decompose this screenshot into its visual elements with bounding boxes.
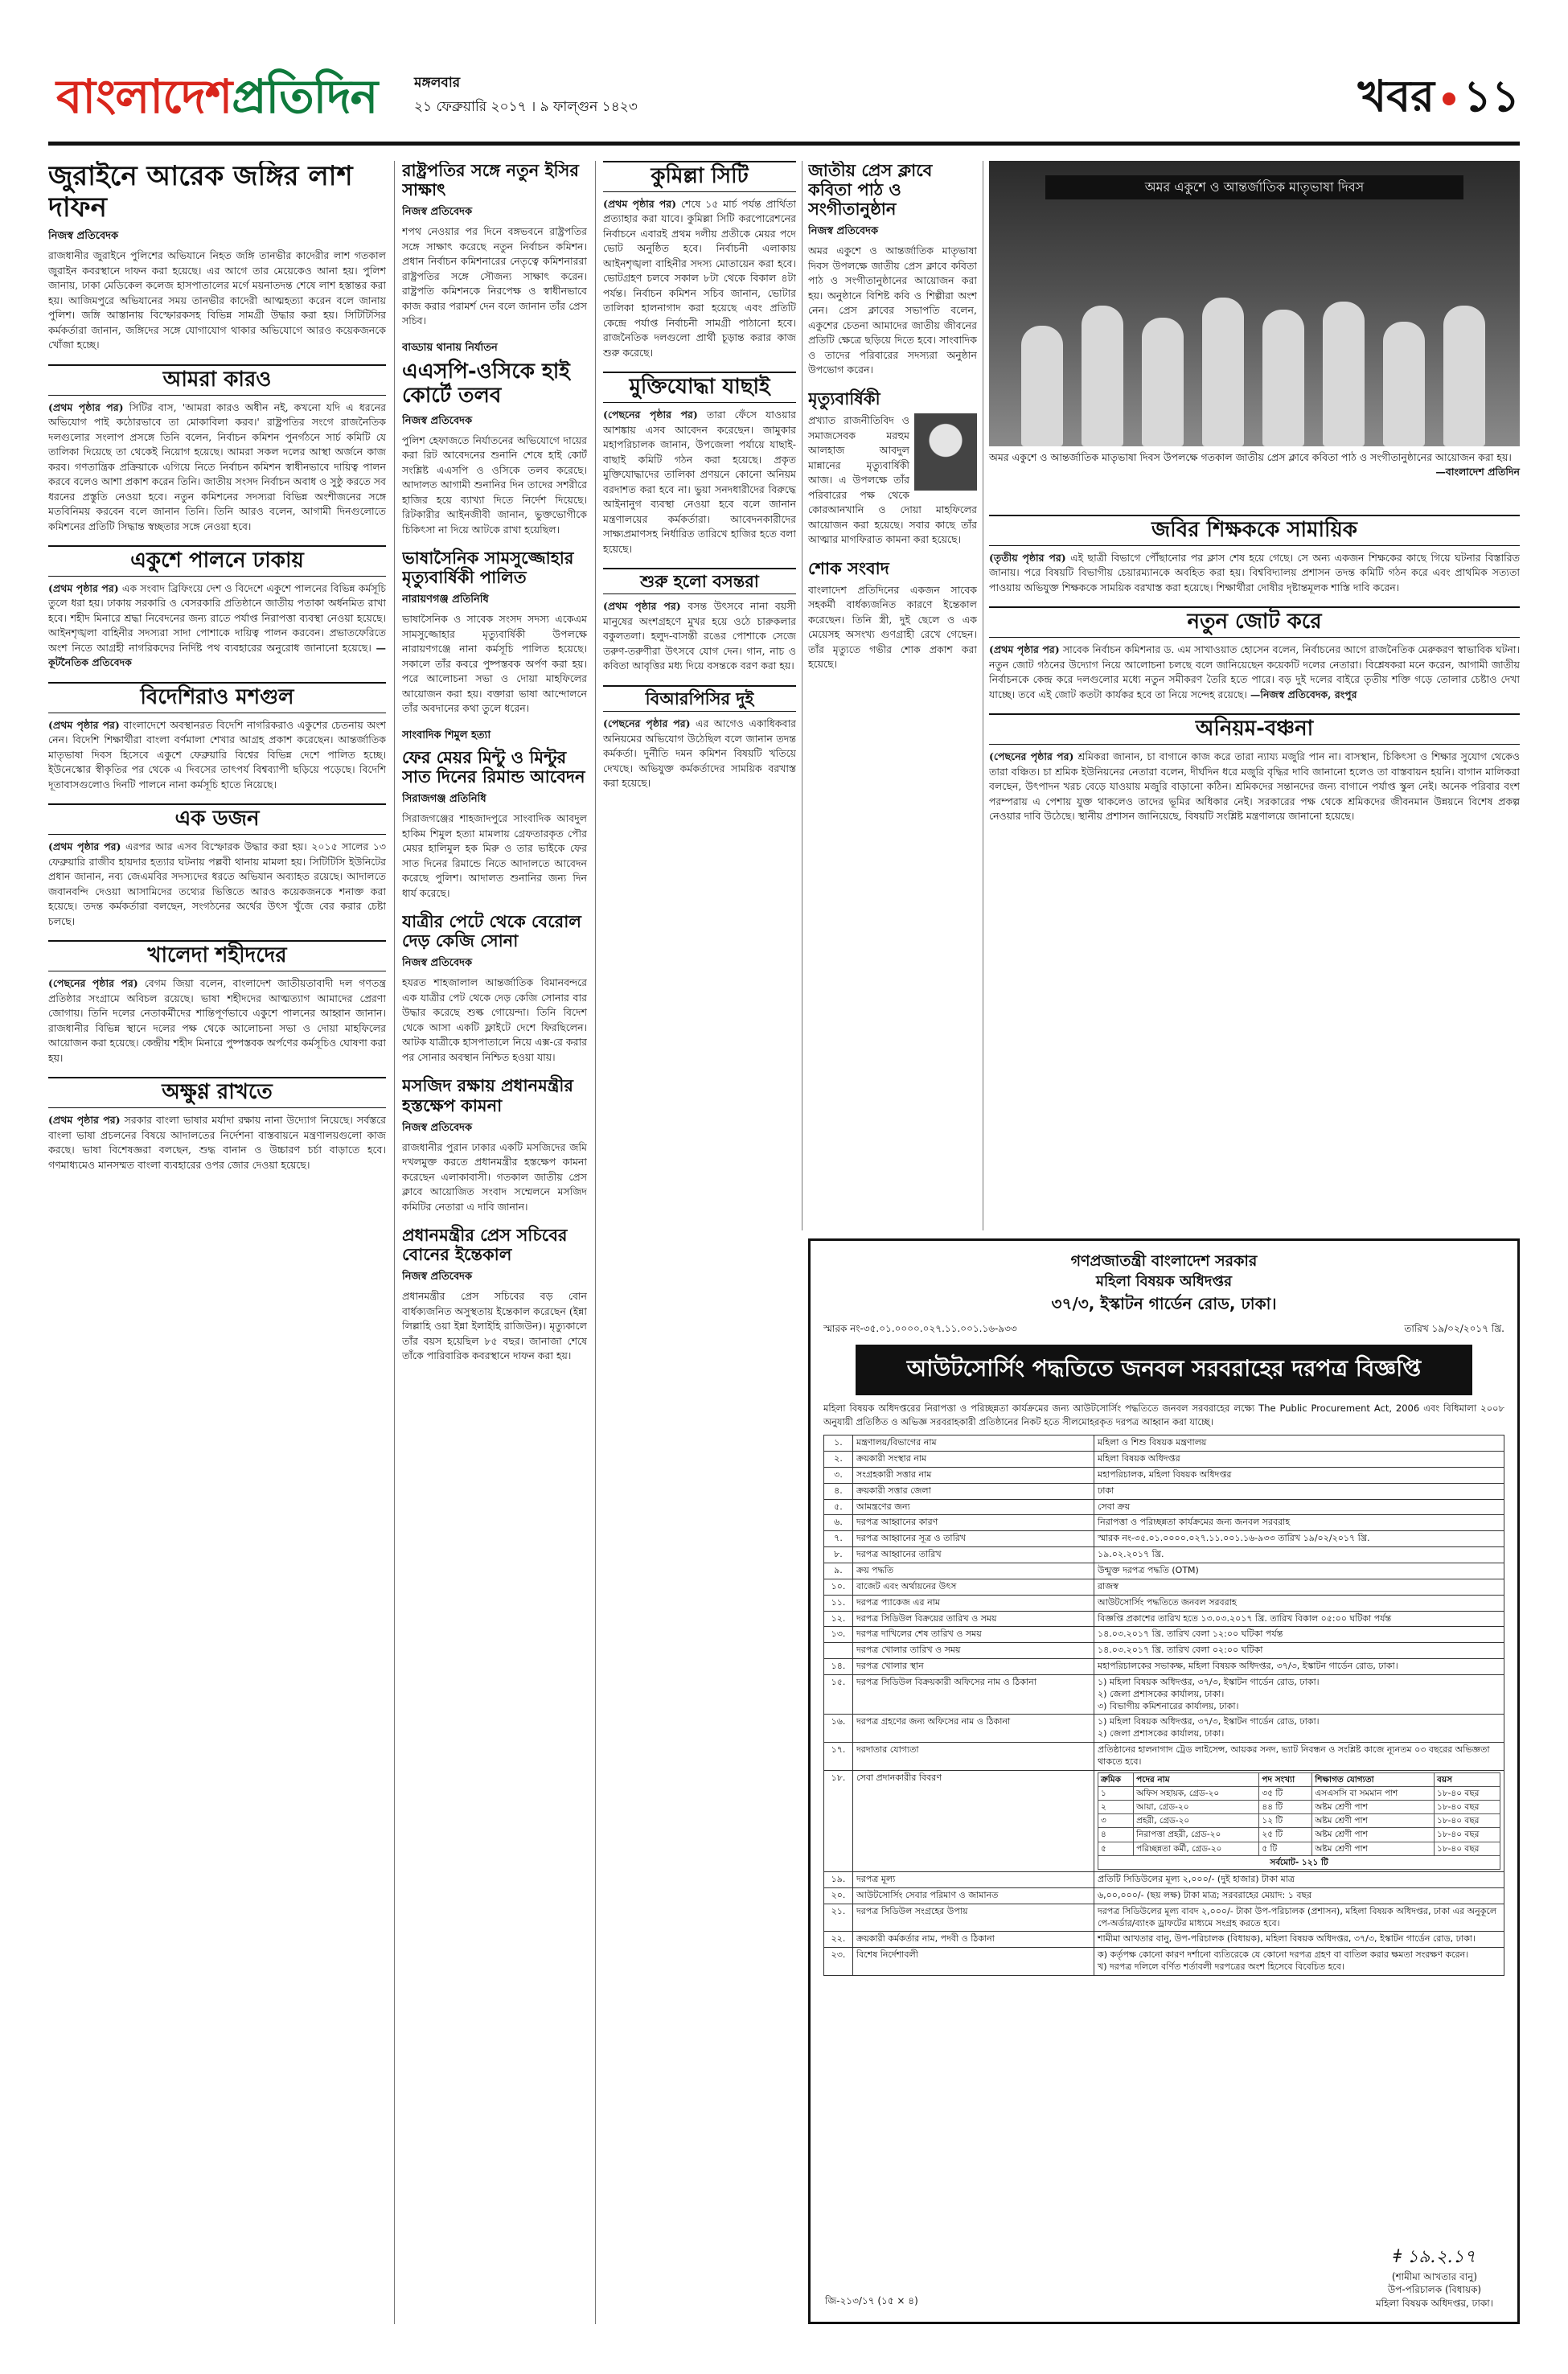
continuation-lead: (তৃতীয় পৃষ্ঠার পর) (989, 551, 1066, 564)
story-body: রাজধানীর জুরাইনে পুলিশের অভিযানে নিহত জঙ্গি তানভীর কাদেরীর লাশ গতকাল জুরাইন কবরস্থানে দাফন করা হয়েছে। এর আগে তার মেয়েকেও আনা হয়। পুলিশ জানায়, ঢাকা মেডিকেল কলেজ হাসপাতালের মর্গে ময়নাতদন্ত শেষে লাশ হস্তান্তর করা হয়। আজিমপুরে অভিযানের সময় তানভীর কাদেরী আত্মহত্যা করেন বলে জানায় পুলিশ। জঙ্গি আস্তানায় বিস্ফোরকসহ বিভিন্ন সামগ্রী উদ্ধার করা হয়। সিটিটিসির কর্মকর্তারা জানান, জঙ্গিদের সঙ্গে যোগাযোগ থাকার অভিযোগে আরও কয়েকজনকে খোঁজা হচ্ছে। (48, 249, 386, 351)
person-figure (1262, 310, 1304, 446)
story-body: এই ছাত্রী বিভাগে পৌঁছানোর পর ক্লাস শেষ হয়ে গেছে। সে অন্য একজন শিক্ষকের কাছে গিয়ে ঘটনার বিস্তারিত জানায়। পরে বিষয়টি বিভাগীয় চেয়ারম্যানকে অবহিত করা হয়। বিশ্ববিদ্যালয় প্রশাসন তদন্ত কমিটি গঠন করে এবং প্রাথমিক সত্যতা পাওয়ায় অভিযুক্ত শিক্ষককে সাময়িক বরখাস্ত করা হয়েছে। শিক্ষার্থীরা দোষীর দৃষ্টান্তমূলক শাস্তি দাবি করেন। (989, 551, 1520, 594)
row-value (1094, 1770, 1504, 1871)
row-label: ক্রয়কারী সংস্থার নাম (853, 1452, 1094, 1468)
posts-cell: ২ (1098, 1801, 1134, 1814)
signer-name: (শামীমা আখতার বানু) (1391, 2270, 1478, 2282)
story-ekushe-dhaka[interactable] (48, 545, 386, 671)
posts-cell: এসএসসি বা সমমান পাশ (1312, 1786, 1435, 1800)
table-row (824, 1743, 1504, 1771)
brand-part1: বাংলাদেশ (56, 69, 232, 124)
story-body: সাবেক নির্বাচন কমিশনার ড. এম সাখাওয়াত হোসেন বলেন, নির্বাচনের আগে রাজনৈতিক মেরুকরণ স্বাভাবিক ঘটনা। নতুন জোট গঠনের উদ্যোগ নিয়ে আলোচনা চলছে বলে জানিয়েছেন কয়েকটি দলের নেতারা। বিশ্লেষকরা মনে করেন, আগামী জাতীয় নির্বাচনকে কেন্দ্র করে দলগুলোর মধ্যে নতুন সমীকরণ তৈরি হতে পারে। বড় দুই দলের বাইরে তৃতীয় শক্তি গড়ে তোলার চেষ্টাও দেখা যাচ্ছে। তবে এই জোট কতটা কার্যকর হবে তা নিয়ে সন্দেহ রয়েছে। (989, 643, 1520, 700)
event-photo[interactable] (989, 161, 1520, 446)
headline: রাষ্ট্রপতির সঙ্গে নতুন ইসির সাক্ষাৎ (402, 161, 579, 200)
headline: ফের মেয়র মিন্টু ও মিন্টুর সাত দিনের রিমান্ড আবেদন (402, 747, 585, 787)
kicker: বাড্ডায় থানায় নির্যাতন (402, 341, 498, 354)
row-label: সংগ্রহকারী সত্তার নাম (853, 1467, 1094, 1483)
story-body: ভাষাসৈনিক ও সাবেক সংসদ সদস্য একেএম সামসুজ্জোহার মৃত্যুবার্ষিকী উপলক্ষে নারায়ণগঞ্জে নানা কর্মসূচি পালিত হয়েছে। সকালে তাঁর কবরে পুষ্পস্তবক অর্পণ করা হয়। পরে আলোচনা সভা ও দোয়া মাহফিলের আয়োজন করা হয়। বক্তারা ভাষা আন্দোলনে তাঁর অবদানের কথা তুলে ধরেন। (402, 613, 587, 715)
row-value: মহাপরিচালকের সভাকক্ষ, মহিলা বিষয়ক অধিদপ্তর, ৩৭/৩, ইস্কাটন গার্ডেন রোড, ঢাকা। (1094, 1659, 1504, 1675)
row-value: রাজস্ব (1094, 1579, 1504, 1595)
row-label: দরপত্র আহ্বানের কারণ (853, 1515, 1094, 1531)
posts-cell: ১৮-৪০ বছর (1435, 1842, 1500, 1855)
row-number: ১৯. (824, 1872, 853, 1888)
story-press-club[interactable] (808, 161, 977, 378)
table-row (824, 1499, 1504, 1515)
headline: শোক সংবাদ (808, 558, 889, 578)
column-3 (603, 161, 796, 1391)
section-label (1358, 64, 1520, 129)
headline: বিদেশিরাও মশগুল (48, 682, 386, 713)
continuation-lead: (পেছনের পৃষ্ঠার পর) (989, 750, 1074, 763)
row-value: নিরাপত্তা ও পরিচ্ছন্নতা কার্যক্রমের জন্য জনবল সরবরাহ (1094, 1515, 1504, 1531)
table-row (824, 1715, 1504, 1743)
row-value: শামীমা আখতার বানু, উপ-পরিচালক (বিধায়ক), মহিলা বিষয়ক অধিদপ্তর, ৩৭/৩, ইস্কাটন গার্ডেন রোড, ঢাকা। (1094, 1932, 1504, 1948)
table-row (824, 1904, 1504, 1932)
column-divider (595, 161, 596, 2324)
posts-row (1098, 1814, 1500, 1828)
table-row (824, 1547, 1504, 1563)
continuation-lead: (প্রথম পৃষ্ঠার পর) (48, 718, 120, 731)
handwritten-signature: ǂ ১৯.২.১৭ (1393, 2246, 1476, 2267)
story-amra-karo[interactable] (48, 364, 386, 534)
row-number: ২৩. (824, 1948, 853, 1976)
byline: নিজস্ব প্রতিবেদক (402, 206, 473, 219)
story-body: সিটির বাস, 'আমরা কারও অধীন নই, কখনো যদি এ ধরনের অভিযোগ পাই কঠোরভাবে তা মোকাবিলা করব।' রাষ্ট্রপতির সংগে রাজনৈতিক দলগুলোর সংলাপ প্রসঙ্গে তিনি বলেন, নির্বাচন কমিশন পুনর্গঠনে সার্চ কমিটি যে তালিকা দিয়েছে তা থেকেই নিয়োগ হয়েছে। আমরা সকল দলের আস্থা অর্জনে কাজ করব। গণতান্ত্রিক প্রক্রিয়াকে এগিয়ে নিতে নির্বাচন কমিশন স্বাধীনভাবে দায়িত্ব পালন করবে বলেও আশা প্রকাশ করেন তিনি। জাতীয় সংসদ নির্বাচন অবাধ ও সুষ্ঠু করতে সব ধরনের প্রস্তুতি নেওয়া হবে। নতুন কমিশনের সদস্যরা বিভিন্ন অংশীজনের সঙ্গে মতবিনিময় করবেন বলে জানান তিনি। তিনি আরও বলেন, আগামী দিনগুলোতে কমিশনের প্রতিটি সিদ্ধান্ত স্বচ্ছতার সঙ্গে নেওয়া হবে। (48, 400, 386, 532)
story-freedom-fighter[interactable] (603, 372, 796, 557)
table-row (824, 1467, 1504, 1483)
page-number: ১১ (1463, 71, 1520, 121)
story-body: বাংলাদেশে অবস্থানরত বিদেশি নাগরিকরাও একুশের চেতনায় অংশ নেন। বিদেশি শিক্ষার্থীরা বাংলা বর্ণমালা শেখার আগ্রহ প্রকাশ করেছেন। আন্তর্জাতিক মাতৃভাষা দিবস হিসেবে একুশে ফেব্রুয়ারি বিশ্বের বিভিন্ন দেশে পালিত হচ্ছে। ইউনেস্কোর স্বীকৃতির পর থেকে এ দিবসের তাৎপর্য বিশ্বব্যাপী ছড়িয়ে পড়েছে। বিদেশি দূতাবাসগুলোও দিনটি পালনে নানা কর্মসূচি হাতে নিয়েছে। (48, 718, 386, 791)
story-irregularity[interactable] (989, 713, 1520, 824)
story-death-anniversary[interactable] (808, 389, 977, 548)
story-body: তারা ফেঁসে যাওয়ার আশঙ্কায় এসব আবেদন করেছেন। জামুকার মহাপরিচালক জানান, উপজেলা পর্যায়ে যাছাই-বাছাই কমিটি গঠন করা হয়েছে। প্রকৃত মুক্তিযোদ্ধাদের তালিকা প্রণয়নে কোনো অনিয়ম বরদাশত করা হবে না। ভুয়া সনদধারীদের বিরুদ্ধে আইনানুগ ব্যবস্থা নেওয়া হবে বলে জানান মন্ত্রণালয়ের কর্মকর্তারা। আবেদনকারীদের সাক্ষ্যপ্রমাণসহ নির্ধারিত তারিখে হাজির হতে বলা হয়েছে। (603, 409, 796, 555)
person-figure (1383, 322, 1425, 446)
memo-date: তারিখ ১৯/০২/২০১৭ খ্রি. (1404, 1322, 1504, 1334)
story-ek-dozen[interactable] (48, 803, 386, 929)
row-label: দরপত্র গ্রহণের জন্য অফিসের নাম ও ঠিকানা (853, 1715, 1094, 1743)
posts-cell: ৪ (1098, 1828, 1134, 1842)
row-label: দরপত্র খোলার তারিখ ও সময় (853, 1643, 1094, 1659)
notice-code: জি-২১৩/১৭ (১৫ × ৪) (825, 2295, 918, 2306)
story-condolence[interactable] (808, 559, 977, 672)
issue-day: মঙ্গলবার (414, 75, 461, 91)
story-language-soldier[interactable] (402, 548, 587, 717)
row-number: ২১. (824, 1904, 853, 1932)
column-4 (808, 161, 977, 1142)
posts-header-cell: ক্রমিক (1098, 1772, 1134, 1786)
headline: জাতীয় প্রেস ক্লাবে কবিতা পাঠ ও সংগীতানুষ্ঠান (808, 161, 933, 220)
headline: মৃত্যুবার্ষিকী (808, 388, 880, 409)
posts-cell: অষ্টম শ্রেণী পাশ (1312, 1801, 1435, 1814)
headline: জুরাইনে আরেক জঙ্গির লাশ দাফন (48, 161, 353, 224)
performers (1005, 261, 1504, 446)
story-president-ec[interactable] (402, 161, 587, 329)
continuation-lead: (প্রথম পৃষ্ঠার পর) (603, 197, 677, 210)
posts-cell: ১৮-৪০ বছর (1435, 1786, 1500, 1800)
column-1 (48, 161, 386, 2324)
story-body: শ্রমিকরা জানান, চা বাগানে কাজ করে তারা ন্যায্য মজুরি পান না। বাসস্থান, চিকিৎসা ও শিক্ষার সুযোগ থেকেও তারা বঞ্চিত। চা শ্রমিক ইউনিয়নের নেতারা বলেন, দীর্ঘদিন ধরে মজুরি বৃদ্ধির দাবি জানানো হলেও তা বাস্তবায়ন হয়নি। বাগান মালিকরা বলছেন, উৎপাদন খরচ বেড়ে যাওয়ায় মজুরি বাড়ানো কঠিন। শ্রমিকদের সন্তানদের জন্য বাগানে পর্যাপ্ত স্কুল নেই। অনেক পরিবার বংশ পরম্পরায় এ পেশায় যুক্ত থাকলেও তাদের ভূমির অধিকার নেই। সরকারের পক্ষ থেকে শ্রমিকদের জীবনমান উন্নয়নে বিশেষ প্রকল্প নেওয়ার দাবি উঠেছে। স্থানীয় প্রশাসন জানিয়েছে, বিষয়টি সংশ্লিষ্ট মন্ত্রণালয়ে জানানো হয়েছে। (989, 750, 1520, 823)
story-body: রাজধানীর পুরান ঢাকার একটি মসজিদের জমি দখলমুক্ত করতে প্রধানমন্ত্রীর হস্তক্ষেপ কামনা করেছেন এলাকাবাসী। গতকাল জাতীয় প্রেস ক্লাবে আয়োজিত সংবাদ সম্মেলনে মসজিদ কমিটির নেতারা এ দাবি জানান। (402, 1140, 587, 1213)
headline: কুমিল্লা সিটি (603, 161, 796, 192)
row-number: ২. (824, 1452, 853, 1468)
caption-text: অমর একুশে ও আন্তর্জাতিক মাতৃভাষা দিবস উপলক্ষে গতকাল জাতীয় প্রেস ক্লাবে কবিতা পাঠ ও সংগীতানুষ্ঠানের আয়োজন করা হয়। (989, 451, 1512, 463)
row-number (824, 1643, 853, 1659)
notice-department: মহিলা বিষয়ক অধিদপ্তর (1095, 1272, 1233, 1290)
row-number: ১৪. (824, 1659, 853, 1675)
person-figure (1021, 326, 1063, 446)
row-label: দরপত্র সিডিউল বিক্রয়কারী অফিসের নাম ও ঠিকানা (853, 1674, 1094, 1715)
row-number: ১০. (824, 1579, 853, 1595)
byline: নিজস্ব প্রতিবেদক (402, 414, 473, 427)
story-khaleda[interactable] (48, 940, 386, 1066)
headline: যাত্রীর পেটে থেকে বেরোল দেড় কেজি সোনা (402, 912, 581, 951)
column-2 (402, 161, 587, 2324)
posts-header-cell: পদ সংখ্যা (1259, 1772, 1312, 1786)
notice-intro: মহিলা বিষয়ক অধিদপ্তরের নিরাপত্তা ও পরিচ্ছন্নতা কার্যক্রমের জন্য আউটসোর্সিং পদ্ধতিতে জনবল সরবরাহের লক্ষ্যে The Public Procurement Act, 2006 এবং বিধিমালা ২০০৮ অনুযায়ী প্রতিষ্ঠিত ও অভিজ্ঞ সরবরাহকারী প্রতিষ্ঠানের নিকট হতে সীলমোহরকৃত দরপত্র আহ্বান করা যাচ্ছে। (823, 1402, 1504, 1427)
row-label: আউটসোর্সিং সেবার পরিমাণ ও জামানত (853, 1887, 1094, 1904)
story-body: সিরাজগঞ্জের শাহজাদপুরে সাংবাদিক আবদুল হাকিম শিমুল হত্যা মামলায় গ্রেফতারকৃত পৌর মেয়র হালিমুল হক মিরু ও তার ভাইকে ফের সাত দিনের রিমান্ডে নিতে আদালতে আবেদন করেছে পুলিশ। আদালত শুনানির জন্য দিন ধার্য করেছে। (402, 812, 587, 899)
story-credit: —নিজস্ব প্রতিবেদক, রংপুর (1250, 688, 1357, 700)
row-label: দরপত্র মূল্য (853, 1872, 1094, 1888)
story-credit: —কূটনৈতিক প্রতিবেদক (48, 641, 386, 669)
row-value: ৬,০০,০০০/- (ছয় লক্ষ) টাকা মাত্র; সরবরাহের মেয়াদ: ১ বছর (1094, 1887, 1504, 1904)
row-number: ৩. (824, 1467, 853, 1483)
posts-cell: ৩ (1098, 1814, 1134, 1828)
headline: শুরু হলো বসন্তরা (603, 568, 796, 594)
posts-cell: ১৮-৪০ বছর (1435, 1814, 1500, 1828)
story-mosque[interactable] (402, 1076, 587, 1214)
stage-banner: অমর একুশে ও আন্তর্জাতিক মাতৃভাষা দিবস (1045, 175, 1463, 199)
row-label: দরপত্র আহ্বানের তারিখ (853, 1547, 1094, 1563)
posts-header-cell: শিক্ষাগত যোগ্যতা (1312, 1772, 1435, 1786)
posts-cell: ৫ টি (1259, 1842, 1312, 1855)
posts-row (1098, 1828, 1500, 1842)
story-okkhunno[interactable] (48, 1077, 386, 1173)
row-label: ক্রয় পদ্ধতি (853, 1563, 1094, 1579)
story-brpc[interactable] (603, 685, 796, 791)
posts-cell: ৪৪ টি (1259, 1801, 1312, 1814)
signature-block (1376, 2245, 1493, 2310)
row-value: ১৪.০৩.২০১৭ খ্রি. তারিখ বেলা ১২:০০ ঘটিকা পর্যন্ত (1094, 1627, 1504, 1643)
posts-cell: আয়া, গ্রেড-২০ (1134, 1801, 1259, 1814)
photo-caption (989, 450, 1520, 479)
person-figure (1142, 318, 1184, 446)
column-5 (989, 515, 1520, 1230)
posts-cell: অফিস সহায়ক, গ্রেড-২০ (1134, 1786, 1259, 1800)
table-row (824, 1595, 1504, 1611)
table-row (824, 1611, 1504, 1627)
row-number: ১১. (824, 1595, 853, 1611)
headline: প্রধানমন্ত্রীর প্রেস সচিবের বোনের ইন্তেকাল (402, 1226, 568, 1265)
row-value: ১) মহিলা বিষয়ক অধিদপ্তর, ৩৭/৩, ইস্কাটন গার্ডেন রোড, ঢাকা। ২) জেলা প্রশাসকের কার্যালয়, ঢাকা। (1094, 1715, 1504, 1743)
table-row (824, 1452, 1504, 1468)
row-number: ১২. (824, 1611, 853, 1627)
table-row (824, 1515, 1504, 1531)
story-body: প্রধানমন্ত্রীর প্রেস সচিবের বড় বোন বার্ধক্যজনিত অসুস্থতায় ইন্তেকাল করেছেন (ইন্না লিল্লাহি ওয়া ইন্না ইলাইহি রাজিউন)। মৃত্যুকালে তাঁর বয়স হয়েছিল ৮৫ বছর। জানাজা শেষে তাঁকে পারিবারিক কবরস্থানে দাফন করা হয়। (402, 1290, 587, 1362)
posts-cell: ১৮-৪০ বছর (1435, 1801, 1500, 1814)
continuation-lead: (প্রথম পৃষ্ঠার পর) (48, 1114, 121, 1127)
story-body: শেষে ১৫ মার্চ পর্যন্ত প্রার্থিতা প্রত্যাহার করা যাবে। কুমিল্লা সিটি করপোরেশনের নির্বাচনে এবারই প্রথম দলীয় প্রতীকে মেয়র পদে ভোট অনুষ্ঠিত হবে। নির্বাচনী এলাকায় আইনশৃঙ্খলা বাহিনীর সদস্য মোতায়েন করা হবে। ভোটগ্রহণ চলবে সকাল ৮টা থেকে বিকাল ৪টা পর্যন্ত। নির্বাচন কমিশন সচিব জানান, ভোটার তালিকা হালনাগাদ করা হয়েছে এবং প্রতিটি কেন্দ্রে পর্যাপ্ত নির্বাচনী সামগ্রী পাঠানো হবে। রাজনৈতিক দলগুলো প্রার্থী চূড়ান্ত করার কাজ শুরু করেছে। (603, 197, 796, 359)
row-label: বাজেট এবং অর্থায়নের উৎস (853, 1579, 1094, 1595)
story-new-alliance[interactable] (989, 606, 1520, 702)
row-label: দরপত্র সিডিউল বিক্রয়ের তারিখ ও সময় (853, 1611, 1094, 1627)
signer-title: উপ-পরিচালক (বিধায়ক) (1387, 2284, 1482, 2296)
memo-number: স্মারক নং-৩৫.০১.০০০০.০২৭.১১.০০১.১৬-৯৩৩ (823, 1322, 1017, 1334)
signer-org: মহিলা বিষয়ক অধিদপ্তর, ঢাকা। (1375, 2298, 1493, 2310)
notice-government: গণপ্রজাতন্ত্রী বাংলাদেশ সরকার (1070, 1252, 1258, 1270)
continuation-lead: (পেছনের পৃষ্ঠার পর) (603, 717, 691, 730)
table-row (824, 1563, 1504, 1579)
table-row (824, 1872, 1504, 1888)
continuation-lead: (পেছনের পৃষ্ঠার পর) (48, 977, 138, 990)
row-value: ১৯.০২.২০১৭ খ্রি. (1094, 1547, 1504, 1563)
headline: এক ডজন (48, 803, 386, 835)
row-label: দরপত্র আহ্বানের সূত্র ও তারিখ (853, 1531, 1094, 1547)
masthead (48, 64, 1520, 153)
row-number: ৮. (824, 1547, 853, 1563)
table-row (824, 1435, 1504, 1452)
story-body: সরকার বাংলা ভাষার মর্যাদা রক্ষায় নানা উদ্যোগ নিয়েছে। সর্বস্তরে বাংলা ভাষা প্রচলনের বিষয়ে আদালতের নির্দেশনা বাস্তবায়নে মন্ত্রণালয়গুলো কাজ করছে। ভাষা বিশেষজ্ঞরা বলছেন, শুদ্ধ বানান ও উচ্চারণ চর্চা বাড়াতে হবে। গণমাধ্যমেও মানসম্মত বাংলা ব্যবহারের ওপর জোর দেওয়া হয়েছে। (48, 1114, 386, 1171)
table-row (824, 1887, 1504, 1904)
row-number: ১. (824, 1435, 853, 1452)
row-value: ১) মহিলা বিষয়ক অধিদপ্তর, ৩৭/৩, ইস্কাটন গার্ডেন রোড, ঢাকা। ২) জেলা প্রশাসকের কার্যালয়, ঢাকা। ৩) বিভাগীয় কমিশনারের কার্যালয়, ঢাকা। (1094, 1674, 1504, 1715)
story-body: হযরত শাহজালাল আন্তর্জাতিক বিমানবন্দরে এক যাত্রীর পেট থেকে দেড় কেজি সোনার বার উদ্ধার করেছে শুল্ক গোয়েন্দা। তিনি বিদেশ থেকে আসা একটি ফ্লাইটে দেশে ফিরছিলেন। আটক যাত্রীকে হাসপাতালে নিয়ে এক্স-রে করার পর সোনার অবস্থান নিশ্চিত হওয়া যায়। (402, 976, 587, 1063)
section-name: খবর (1357, 71, 1435, 121)
row-number: ৫. (824, 1499, 853, 1515)
row-number: ১৬. (824, 1715, 853, 1743)
story-body: এক সংবাদ ব্রিফিংয়ে দেশ ও বিদেশে একুশে পালনের বিভিন্ন কর্মসূচি তুলে ধরা হয়। ঢাকায় সরকারি ও বেসরকারি প্রতিষ্ঠানে জাতীয় পতাকা অর্ধনমিত রাখা হবে। শহীদ মিনারে শ্রদ্ধা নিবেদনের জন্য রাতে পর্যাপ্ত নিরাপত্তা ব্যবস্থা নেওয়া হয়েছে। আইনশৃঙ্খলা বাহিনীর সদস্যরা সাদা পোশাকে দায়িত্ব পালন করবেন। প্রভাতফেরিতে অংশ নিতে আগ্রহী নাগরিকদের নির্দিষ্ট পথ ব্যবহারের অনুরোধ জানানো হয়েছে। (48, 581, 386, 654)
byline: নিজস্ব প্রতিবেদক (48, 230, 119, 243)
notice-address: ৩৭/৩, ইস্কাটন গার্ডেন রোড, ঢাকা। (1051, 1293, 1277, 1313)
table-row (824, 1948, 1504, 1976)
story-jnu-teacher[interactable] (989, 515, 1520, 595)
headline: ভাষাসৈনিক সামসুজ্জোহার মৃত্যুবার্ষিকী পালিত (402, 548, 574, 588)
signature-date: ১৯.২.১৭ (1406, 2246, 1476, 2267)
row-number: ১৩. (824, 1627, 853, 1643)
row-value: দরপত্র সিডিউলের মূল্য বাবদ ২,০০০/- টাকা উপ-পরিচালক (প্রশাসন), মহিলা বিষয়ক অধিদপ্তর, ঢাকা এর অনুকূলে পে-অর্ডার/ব্যাংক ড্রাফটের মাধ্যমে সংগ্রহ করতে হবে। (1094, 1904, 1504, 1932)
row-label: দরপত্র দাখিলের শেষ তারিখ ও সময় (853, 1627, 1094, 1643)
masthead-rule (48, 142, 1520, 146)
row-number: ১৮. (824, 1770, 853, 1871)
table-row (824, 1483, 1504, 1499)
story-body: অমর একুশে ও আন্তর্জাতিক মাতৃভাষা দিবস উপলক্ষে জাতীয় প্রেস ক্লাবে কবিতা পাঠ ও সংগীতানুষ্ঠানের আয়োজন করা হয়। অনুষ্ঠানে বিশিষ্ট কবি ও শিল্পীরা অংশ নেন। প্রেস ক্লাবের সভাপতি বলেন, একুশের চেতনা আমাদের জাতীয় জীবনের প্রতিটি ক্ষেত্রে ছড়িয়ে দিতে হবে। সাংবাদিক ও তাদের পরিবারের সদস্যরা অনুষ্ঠান উপভোগ করেন। (808, 244, 977, 376)
story-high-court[interactable] (402, 340, 587, 537)
headline: বিআরপিসির দুই (603, 685, 796, 712)
continuation-lead: (প্রথম পৃষ্ঠার পর) (48, 400, 124, 413)
continuation-lead: (প্রথম পৃষ্ঠার পর) (989, 643, 1060, 656)
notice-reference (823, 1322, 1504, 1338)
posts-cell: পরিচ্ছন্নতা কর্মী, গ্রেড-২০ (1134, 1842, 1259, 1855)
headline: এএসপি-ওসিকে হাই কোর্টে তলব (402, 359, 570, 408)
row-value: উন্মুক্ত দরপত্র পদ্ধতি (OTM) (1094, 1563, 1504, 1579)
table-row (824, 1579, 1504, 1595)
byline: নিজস্ব প্রতিবেদক (808, 225, 879, 238)
notice-title: আউটসোর্সিং পদ্ধতিতে জনবল সরবরাহের দরপত্র বিজ্ঞপ্তি (856, 1345, 1472, 1395)
table-row (824, 1627, 1504, 1643)
row-value: বিজ্ঞপ্তি প্রকাশের তারিখ হতে ১৩.০৩.২০১৭ খ্রি. তারিখ বিকাল ০৫:০০ ঘটিকা পর্যন্ত (1094, 1611, 1504, 1627)
headline: একুশে পালনে ঢাকায় (48, 545, 386, 577)
tender-details-table (823, 1435, 1504, 1976)
bullet-dot-icon (1443, 92, 1455, 105)
story-body: শপথ নেওয়ার পর দিনে বঙ্গভবনে রাষ্ট্রপতির সঙ্গে সাক্ষাৎ করেছে নতুন নির্বাচন কমিশন। প্রধান নির্বাচন কমিশনারের নেতৃত্বে কমিশনাররা রাষ্ট্রপতির সঙ্গে সৌজন্য সাক্ষাৎ করেন। রাষ্ট্রপতি কমিশনকে নিরপেক্ষ ও স্বাধীনভাবে কাজ করার পরামর্শ দেন বলে জানান তাঁর প্রেস সচিব। (402, 225, 587, 327)
person-figure (1202, 298, 1244, 446)
row-label: দরদাতার যোগ্যতা (853, 1743, 1094, 1771)
posts-total-row (1098, 1855, 1500, 1869)
story-militant-burial[interactable] (48, 161, 386, 353)
row-label: দরপত্র খোলার স্থান (853, 1659, 1094, 1675)
photo-credit: —বাংলাদেশ প্রতিদিন (1435, 466, 1520, 478)
row-label: ক্রয়কারী কর্মকর্তার নাম, পদবী ও ঠিকানা (853, 1932, 1094, 1948)
row-value: মহাপরিচালক, মহিলা বিষয়ক অধিদপ্তর (1094, 1467, 1504, 1483)
continuation-lead: (প্রথম পৃষ্ঠার পর) (48, 840, 121, 853)
continuation-lead: (পেছনের পৃষ্ঠার পর) (603, 409, 698, 421)
story-foreigners[interactable] (48, 682, 386, 792)
posts-cell: ৫ (1098, 1842, 1134, 1855)
table-row (824, 1643, 1504, 1659)
row-value: প্রতিষ্ঠানের হালনাগাদ ট্রেড লাইসেন্স, আয়কর সনদ, ভ্যাট নিবন্ধন ও সংশ্লিষ্ট কাজে ন্যূনতম ০৩ বছরের অভিজ্ঞতা থাকতে হবে। (1094, 1743, 1504, 1771)
posts-cell: অষ্টম শ্রেণী পাশ (1312, 1842, 1435, 1855)
row-label: দরপত্র প্যাকেজ এর নাম (853, 1595, 1094, 1611)
story-press-secretary[interactable] (402, 1226, 587, 1364)
row-number: ১৫. (824, 1674, 853, 1715)
row-value: মহিলা বিষয়ক অধিদপ্তর (1094, 1452, 1504, 1468)
posts-cell: ১২ টি (1259, 1814, 1312, 1828)
posts-cell: নিরাপত্তা প্রহরী, গ্রেড-২০ (1134, 1828, 1259, 1842)
story-body: এর আগেও একাধিকবার অনিয়মের অভিযোগ উঠেছিল বলে জানান তদন্ত কর্মকর্তা। দুর্নীতি দমন কমিশন বিষয়টি খতিয়ে দেখছে। অভিযুক্ত কর্মকর্তাদের সাময়িক বরখাস্ত করা হয়েছে। (603, 717, 796, 790)
posts-cell: প্রহরী, গ্রেড-২০ (1134, 1814, 1259, 1828)
table-row (824, 1770, 1504, 1871)
table-row (824, 1659, 1504, 1675)
continuation-lead: (প্রথম পৃষ্ঠার পর) (603, 600, 681, 613)
issue-date-text: ২১ ফেব্রুয়ারি ২০১৭ । ৯ ফাল্গুন ১৪২৩ (414, 99, 638, 115)
story-body: বসন্ত উৎসবে নানা বয়সী মানুষের অংশগ্রহণে মুখর হয়ে ওঠে চারুকলার বকুলতলা। হলুদ-বাসন্তী রঙের পোশাকে সেজে তরুণ-তরুণীরা উৎসবে যোগ দেন। গান, নাচ ও কবিতা আবৃত্তির মধ্য দিয়ে বসন্তকে বরণ করা হয়। (603, 600, 796, 672)
story-body: বেগম জিয়া বলেন, বাংলাদেশ জাতীয়তাবাদী দল গণতন্ত্র প্রতিষ্ঠার সংগ্রামে অবিচল রয়েছে। ভাষা শহীদদের আত্মত্যাগ আমাদের প্রেরণা জোগায়। তিনি দলের নেতাকর্মীদের শান্তিপূর্ণভাবে একুশে পালনের আহ্বান জানান। রাজধানীর বিভিন্ন স্থানে দলের পক্ষ থেকে আলোচনা সভা ও দোয়া মাহফিলের আয়োজন করা হয়েছে। কেন্দ্রীয় শহীদ মিনারে পুষ্পস্তবক অর্পণের কর্মসূচিও ঘোষণা করা হয়। (48, 977, 386, 1064)
posts-header-cell: পদের নাম (1134, 1772, 1259, 1786)
posts-row (1098, 1801, 1500, 1814)
row-label: মন্ত্রণালয়/বিভাগের নাম (853, 1435, 1094, 1452)
portrait-photo (914, 413, 977, 491)
government-tender-notice[interactable] (808, 1238, 1520, 2324)
row-number: ৭. (824, 1531, 853, 1547)
row-label: দরপত্র সিডিউল সংগ্রহের উপায় (853, 1904, 1094, 1932)
posts-header-row (1098, 1772, 1500, 1786)
row-value: মহিলা ও শিশু বিষয়ক মন্ত্রণালয় (1094, 1435, 1504, 1452)
row-number: ৬. (824, 1515, 853, 1531)
posts-cell: ১৮-৪০ বছর (1435, 1828, 1500, 1842)
story-body: পুলিশ হেফাজতে নির্যাতনের অভিযোগে দায়ের করা রিট আবেদনের শুনানি শেষে হাই কোর্ট সংশ্লিষ্ট এএসপি ও ওসিকে তলব করেছে। আদালত আগামী শুনানির দিন তাদের সশরীরে হাজির হয়ে ব্যাখ্যা দিতে নির্দেশ দিয়েছে। রিটকারীর আইনজীবী জানান, ভুক্তভোগীকে চিকিৎসা না দিয়ে আটকে রাখা হয়েছিল। (402, 433, 587, 536)
kicker: সাংবাদিক শিমুল হত্যা (402, 729, 491, 741)
row-number: ৯. (824, 1563, 853, 1579)
headline: অনিয়ম-বঞ্চনা (989, 713, 1520, 745)
headline: মসজিদ রক্ষায় প্রধানমন্ত্রীর হস্তক্ষেপ কামনা (402, 1076, 573, 1115)
row-number: ২২. (824, 1932, 853, 1948)
newspaper-logo[interactable] (56, 64, 377, 129)
row-number: ৪. (824, 1483, 853, 1499)
byline: নিজস্ব প্রতিবেদক (402, 1121, 473, 1134)
table-row (824, 1932, 1504, 1948)
row-value: ক) কর্তৃপক্ষ কোনো কারণ দর্শানো ব্যতিরেকে যে কোনো দরপত্র গ্রহণ বা বাতিল করার ক্ষমতা সংরক্ষণ করেন। খ) দরপত্র দলিলে বর্ণিত শর্তাবলী দরপত্রের অংশ হিসেবে বিবেচিত হবে। (1094, 1948, 1504, 1976)
story-gold-smuggling[interactable] (402, 912, 587, 1065)
brand-part2: প্রতিদিন (232, 69, 378, 124)
story-spring[interactable] (603, 568, 796, 674)
row-label: সেবা প্রদানকারীর বিবরণ (853, 1770, 1094, 1871)
row-number: ১৭. (824, 1743, 853, 1771)
continuation-lead: (প্রথম পৃষ্ঠার পর) (48, 581, 119, 594)
posts-total: সর্বমোট- ১২১ টি (1098, 1855, 1500, 1869)
story-shimul-murder[interactable] (402, 728, 587, 901)
byline: নিজস্ব প্রতিবেদক (402, 1271, 473, 1284)
headline: মুক্তিযোদ্ধা যাছাই (603, 372, 796, 403)
headline: নতুন জোট করে (989, 606, 1520, 638)
story-body: বাংলাদেশ প্রতিদিনের একজন সাবেক সহকর্মী বার্ধক্যজনিত কারণে ইন্তেকাল করেছেন। তিনি স্ত্রী, দুই ছেলে ও এক মেয়েসহ অসংখ্য গুণগ্রাহী রেখে গেছেন। তাঁর মৃত্যুতে গভীর শোক প্রকাশ করা হয়েছে। (808, 583, 977, 671)
table-row (824, 1674, 1504, 1715)
row-value: প্রতিটি সিডিউলের মূল্য ২,০০০/- (দুই হাজার) টাকা মাত্র (1094, 1872, 1504, 1888)
posts-header-cell: বয়স (1435, 1772, 1500, 1786)
posts-cell: ১ (1098, 1786, 1134, 1800)
row-value: ১৪.০৩.২০১৭ খ্রি. তারিখ বেলা ০২:০০ ঘটিকা (1094, 1643, 1504, 1659)
byline: নিজস্ব প্রতিবেদক (402, 957, 473, 970)
row-value: সেবা ক্রয় (1094, 1499, 1504, 1515)
column-divider (394, 161, 395, 2324)
byline: সিরাজগঞ্জ প্রতিনিধি (402, 793, 486, 806)
person-figure (1443, 306, 1485, 446)
person-figure (1082, 306, 1123, 446)
row-label: বিশেষ নির্দেশাবলী (853, 1948, 1094, 1976)
issue-date (414, 71, 638, 119)
row-value: স্মারক নং-৩৫.০১.০০০০.০২৭.১১.০০১.১৬-৯৩৩ তারিখ ১৯/০২/২০১৭ খ্রি. (1094, 1531, 1504, 1547)
headline: অক্ষুণ্ণ রাখতে (48, 1077, 386, 1108)
byline: নারায়ণগঞ্জ প্রতিনিধি (402, 594, 489, 606)
posts-cell: ২৫ টি (1259, 1828, 1312, 1842)
story-body: প্রখ্যাত রাজনীতিবিদ ও সমাজসেবক মরহুম আলহাজ আবদুল মান্নানের মৃত্যুবার্ষিকী আজ। এ উপলক্ষে তাঁর পরিবারের পক্ষ থেকে কোরআনখানি ও দোয়া মাহফিলের আয়োজন করা হয়েছে। সবার কাছে তাঁর আত্মার মাগফিরাত কামনা করা হয়েছে। (808, 414, 977, 546)
row-number: ২০. (824, 1887, 853, 1904)
posts-cell: ৩৫ টি (1259, 1786, 1312, 1800)
posts-row (1098, 1786, 1500, 1800)
row-label: ক্রয়কারী সত্তার জেলা (853, 1483, 1094, 1499)
posts-row (1098, 1842, 1500, 1855)
row-value: ঢাকা (1094, 1483, 1504, 1499)
row-value: আউটসোর্সিং পদ্ধতিতে জনবল সরবরাহ (1094, 1595, 1504, 1611)
headline: জবির শিক্ষককে সামায়িক (989, 515, 1520, 546)
posts-table (1098, 1772, 1500, 1870)
table-row (824, 1531, 1504, 1547)
story-body: এরপর আর এসব বিস্ফোরক উদ্ধার করা হয়। ২০১৫ সালের ১৩ ফেব্রুয়ারি রাজীব হায়দার হত্যার ঘটনায় পল্লবী থানায় মামলা হয়। সিটিটিসি ইউনিটের প্রধান জানান, নব্য জেএমবির সদস্যদের ধরতে অভিযান অব্যাহত রয়েছে। আদালতে জবানবন্দি দেওয়া আসামিদের তথ্যের ভিত্তিতে আরও কয়েকজনকে শনাক্ত করা হয়েছে। তদন্ত কর্মকর্তারা বলছেন, সংগঠনের অর্থের উৎস খুঁজে বের করার চেষ্টা চলছে। (48, 840, 386, 927)
story-comilla-city[interactable] (603, 161, 796, 360)
posts-cell: অষ্টম শ্রেণী পাশ (1312, 1814, 1435, 1828)
headline: আমরা কারও (48, 364, 386, 396)
headline: খালেদা শহীদদের (48, 940, 386, 971)
person-figure (1323, 302, 1365, 446)
row-label: আমন্ত্রণের জন্য (853, 1499, 1094, 1515)
posts-cell: অষ্টম শ্রেণী পাশ (1312, 1828, 1435, 1842)
